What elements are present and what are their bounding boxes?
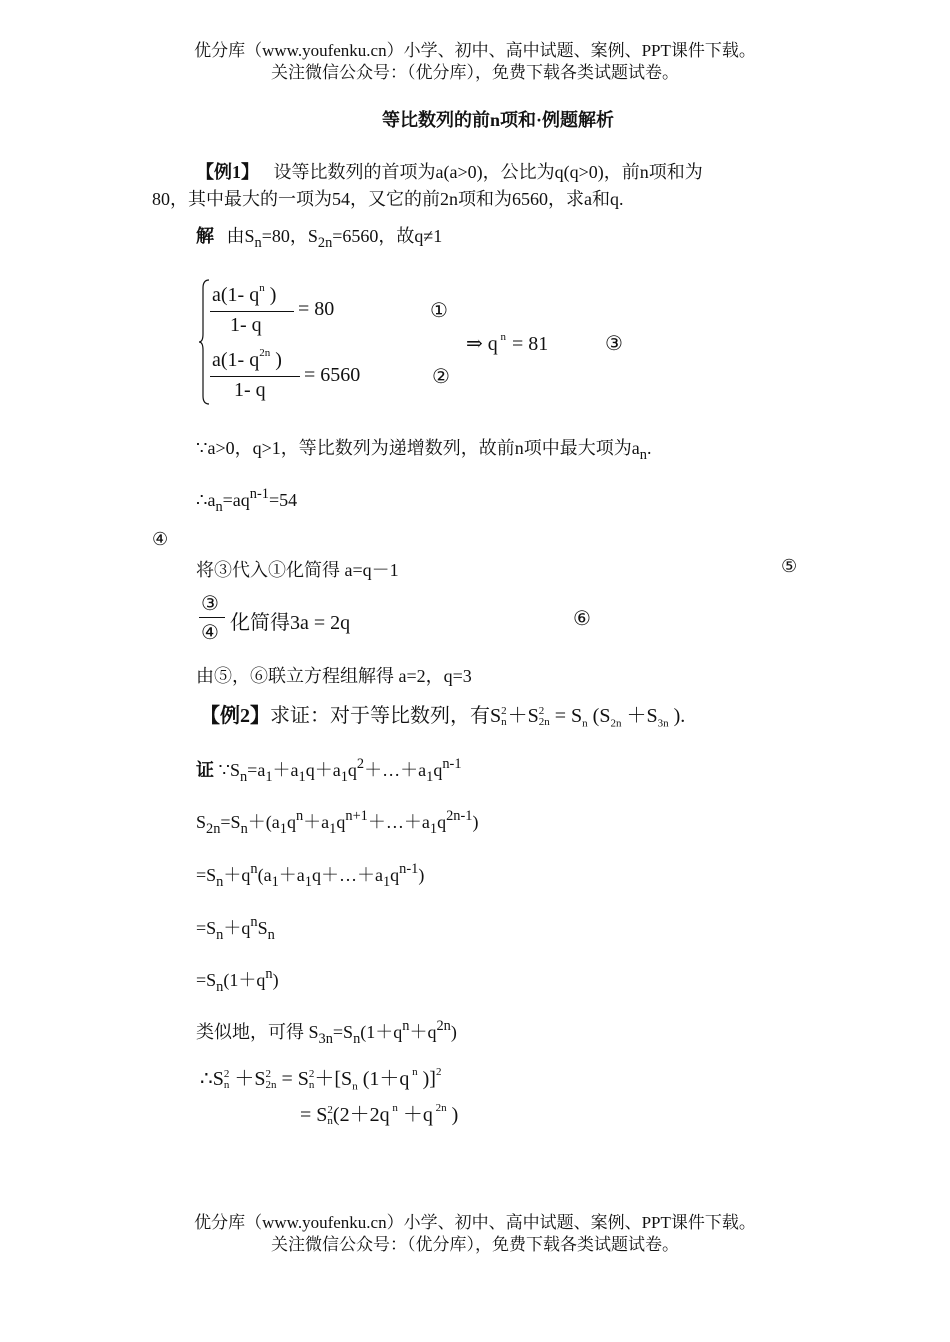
- proof-line-4: $=S_n+q^nS_n$: [196, 914, 275, 944]
- proof-line-2: $S_{2n}=S_n+(a_1q^n+a_1q^{n+1}+\dots+a_1q^{2n-1})$: [196, 808, 479, 838]
- page-title: 等比数列的前n项和·例题解析: [381, 110, 614, 130]
- header-line-2: 关注微信公众号：（优分库），免费下载各类试题试卷。: [271, 63, 679, 82]
- example-1-line-2: 80，其中最大的一项为54，又它的前2n项和为6560，求a和q.: [152, 189, 624, 209]
- mark-5: ⑤: [781, 556, 798, 576]
- solution-text-b: =80，S: [261, 226, 318, 246]
- example-2-statement: 【例2】求证：对于等比数列，有S 2 n ＋S 2 2n = $S_n$ ($S_{2n} +S_{3n}$ ).: [200, 705, 686, 730]
- example-2-text: 求证：对于等比数列，有S: [270, 705, 502, 727]
- frac-result: 化简得3a = 2q: [230, 612, 351, 634]
- conclusion-line-1: ∴S 2 n ＋S 2 2n = S 2 n $+[S_n$ (1＋q $^n$ )]$^2$: [200, 1066, 442, 1093]
- implies-result: ⇒ q $^n$ = 81: [466, 331, 549, 355]
- mark-2: ②: [432, 366, 450, 388]
- frac-denominator: ④: [201, 622, 219, 644]
- frac-line: [199, 617, 225, 618]
- example-1-label: 【例1】: [196, 162, 259, 182]
- example-2-label: 【例2】: [200, 705, 270, 727]
- proof-line-6: 类似地，可得 $S_{3n}=S_n(1+q^n+q^{2n})$: [196, 1018, 457, 1048]
- therefore-line: $\therefore a_n=aq^{n-1}=54$: [196, 486, 298, 516]
- frac-numerator: ③: [201, 593, 219, 615]
- proof-line-3: $=S_n+q^n(a_1+a_1q+\dots+a_1q^{n-1})$: [196, 861, 425, 891]
- eq1-rhs: = 80: [298, 298, 335, 320]
- eq2-numerator: a(1- $q^{2n}$ ): [212, 347, 282, 371]
- substitution-line: 将③代入①化简得 a=q－1: [196, 560, 399, 580]
- because-line: ∵a>0，q>1，等比数列为递增数列，故前n项中最大项为$a_n$.: [196, 438, 652, 464]
- mark-3: ③: [605, 333, 623, 355]
- eq1-denominator: 1- q: [230, 314, 262, 336]
- mark-6: ⑥: [573, 608, 591, 630]
- solution-text-c: =6560，故q≠1: [332, 226, 443, 246]
- footer-line-2: 关注微信公众号：（优分库），免费下载各类试题试卷。: [271, 1235, 679, 1254]
- eq1-numerator: a(1- $q^n$ ): [212, 282, 277, 306]
- eq2-rhs: = 6560: [304, 364, 361, 386]
- solution-intro: 解 由$S_n=80$，$S_{2n}=6560$，故q≠1: [196, 226, 443, 252]
- left-brace: [198, 278, 212, 406]
- mark-1: ①: [430, 300, 448, 322]
- header-line-1: 优分库（www.youfenku.cn）小学、初中、高中试题、案例、PPT课件下载。: [194, 41, 756, 60]
- eq2-denominator: 1- q: [234, 379, 266, 401]
- example-1-text-1: 设等比数列的首项为a(a>0)，公比为q(q>0)，前n项和为: [273, 162, 703, 182]
- proof-line-1: 证 $\because S_n=a_1+a_1q+a_1q^2+\dots+a_1q^{n-1}$: [196, 756, 462, 786]
- footer-line-1: 优分库（www.youfenku.cn）小学、初中、高中试题、案例、PPT课件下载。: [194, 1213, 756, 1232]
- proof-label: 证: [196, 760, 214, 780]
- solution-text-a: 由S: [226, 226, 255, 246]
- eq1-fraction-line: [210, 311, 294, 312]
- conclusion-line-2: = S 2 n (2＋2q $^n$ ＋q $^{2n}$ ): [300, 1102, 459, 1128]
- mark-4: ④: [152, 529, 169, 549]
- eq2-fraction-line: [210, 376, 300, 377]
- example-1-line-1: [196, 158, 703, 184]
- solution-label: 解: [196, 226, 214, 246]
- solve-line: 由⑤，⑥联立方程组解得 a=2，q=3: [196, 666, 472, 686]
- proof-line-5: $=S_n(1+q^n)$: [196, 966, 279, 996]
